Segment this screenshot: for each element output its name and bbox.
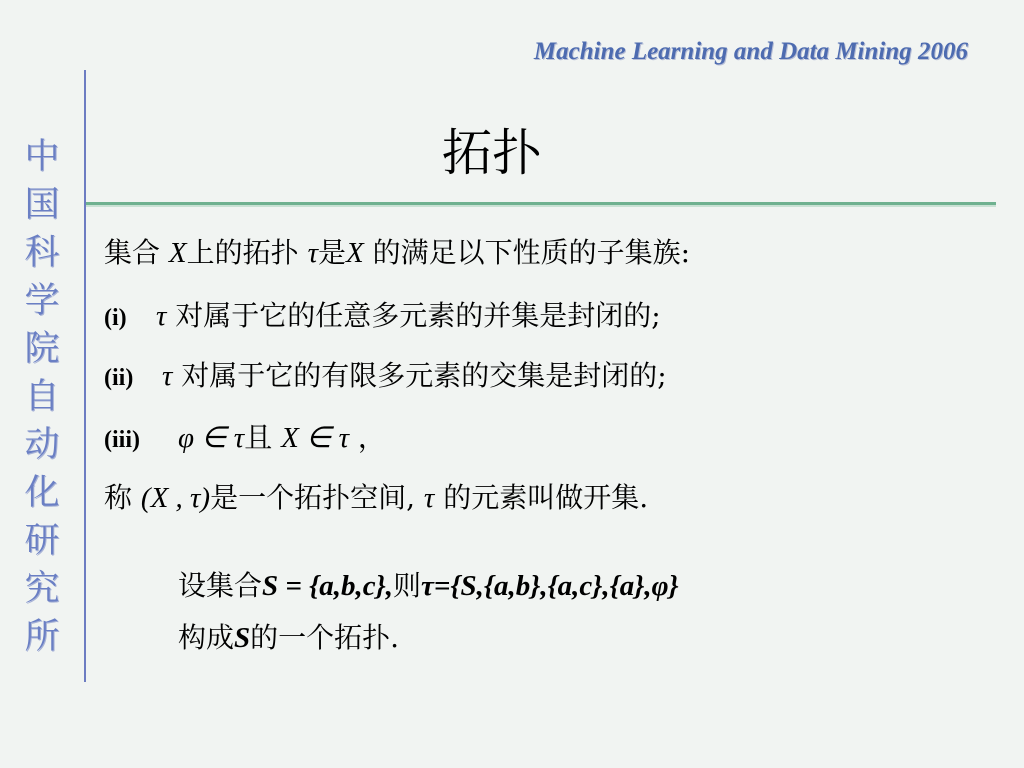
example-text: 的一个拓扑.	[250, 621, 400, 654]
math-expression: X ∈ τ	[281, 422, 349, 454]
math-expression: τ={S,{a,b},{a,c},{a},φ}	[421, 570, 679, 602]
institute-char: 学	[24, 281, 60, 321]
property-tag: (ii)	[104, 365, 134, 391]
institute-vertical-text	[20, 133, 64, 661]
math-symbol: X	[345, 237, 364, 269]
property-i	[104, 296, 661, 338]
math-symbol: X	[168, 237, 187, 269]
property-iii	[104, 418, 386, 460]
conclusion-text: 称	[104, 481, 133, 514]
math-expression: φ ∈ τ	[178, 422, 245, 454]
conclusion-text: 的元素叫做开集.	[443, 481, 649, 514]
institute-char: 究	[24, 569, 60, 609]
definition-intro	[104, 233, 690, 273]
intro-text: 的满足以下性质的子集族:	[372, 236, 691, 269]
institute-char: 中	[24, 137, 60, 177]
math-expression: (X , τ)	[140, 482, 211, 514]
intro-text: 是	[317, 236, 346, 269]
example-text: 设集合	[178, 569, 263, 602]
property-tag: (i)	[104, 305, 127, 331]
property-text: 且	[244, 421, 273, 454]
property-text: 对属于它的任意多元素的并集是封闭的;	[175, 299, 661, 332]
intro-text: 上的拓扑	[186, 236, 299, 269]
institute-char: 化	[24, 473, 60, 513]
math-symbol: S	[234, 622, 251, 654]
property-text: 对属于它的有限多元素的交集是封闭的;	[181, 359, 667, 392]
property-tag: (iii)	[104, 427, 140, 453]
institute-char: 所	[24, 617, 60, 657]
definition-conclusion	[104, 478, 648, 518]
math-symbol: τ	[162, 360, 173, 392]
intro-text: 集合	[104, 236, 161, 269]
example-text: 构成	[178, 621, 235, 654]
heading-divider	[86, 202, 996, 207]
institute-char: 自	[24, 377, 60, 417]
property-ii	[104, 356, 667, 398]
property-text: ，	[348, 421, 386, 454]
header-title: Machine Learning and Data Mining 2006	[533, 38, 968, 65]
institute-char: 国	[24, 185, 60, 225]
example-text: 则	[393, 569, 422, 602]
institute-char: 科	[24, 233, 60, 273]
math-symbol: τ	[307, 237, 318, 269]
institute-char: 院	[24, 329, 60, 369]
math-expression: = {a,b,c},	[278, 570, 393, 602]
math-symbol: τ	[156, 300, 167, 332]
example-line-1	[178, 566, 679, 606]
example-line-2	[178, 618, 399, 658]
conclusion-text: 是一个拓扑空间,	[210, 481, 415, 514]
math-symbol: S	[262, 570, 279, 602]
slide-heading: 拓扑	[442, 124, 542, 182]
math-symbol: τ	[423, 482, 435, 514]
institute-char: 动	[24, 425, 60, 465]
institute-char: 研	[24, 521, 60, 561]
